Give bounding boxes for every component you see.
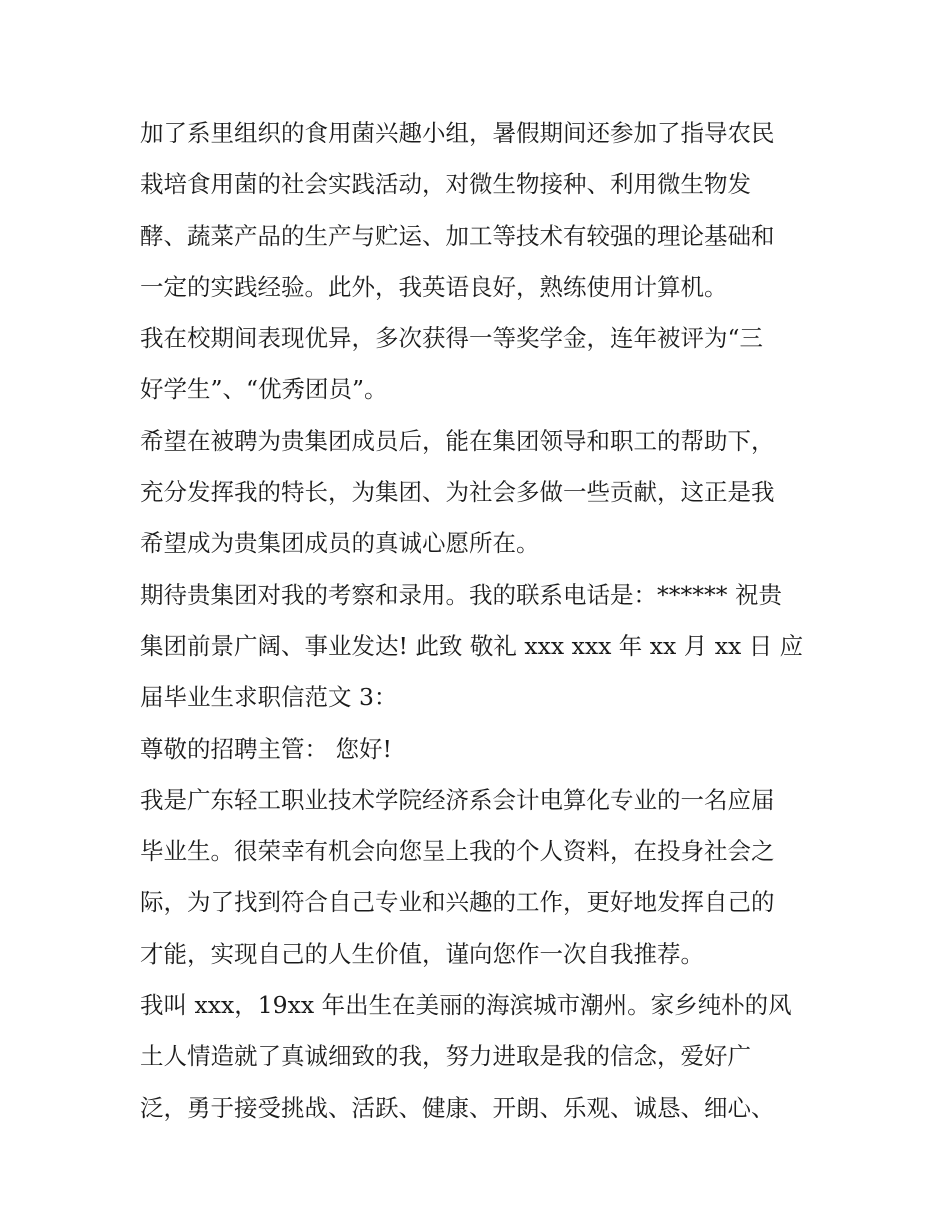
text-line: 希望成为贵集团成员的真诚心愿所在。 <box>140 529 540 558</box>
text-line: 毕业生。很荣幸有机会向您呈上我的个人资料，在投身社会之 <box>140 837 775 866</box>
text-line: 尊敬的招聘主管： 您好! <box>140 734 392 763</box>
text-line: 泛，勇于接受挑战、活跃、健康、开朗、乐观、诚恳、细心、 <box>140 1093 775 1122</box>
text-line: 才能，实现自己的人生价值，谨向您作一次自我推荐。 <box>140 939 704 968</box>
text-line: 栽培食用菌的社会实践活动，对微生物接种、利用微生物发 <box>140 170 751 199</box>
text-line: 我是广东轻工职业技术学院经济系会计电算化专业的一名应届 <box>140 785 775 814</box>
text-line: 土人情造就了真诚细致的我，努力进取是我的信念，爱好广 <box>140 1042 751 1071</box>
text-line: 集团前景广阔、事业发达! 此致 敬礼 xxx xxx 年 xx 月 xx 日 应 <box>140 631 804 660</box>
text-line: 期待贵集团对我的考察和录用。我的联系电话是：****** 祝贵 <box>140 580 782 609</box>
text-line: 希望在被聘为贵集团成员后，能在集团领导和职工的帮助下， <box>140 426 775 455</box>
document-body <box>140 108 820 1134</box>
text-line: 我叫 xxx，19xx 年出生在美丽的海滨城市潮州。家乡纯朴的风 <box>140 991 792 1020</box>
text-line: 际，为了找到符合自己专业和兴趣的工作，更好地发挥自己的 <box>140 888 775 917</box>
text-line: 好学生”、“优秀团员”。 <box>140 375 388 404</box>
text-line: 届毕业生求职信范文 3： <box>140 683 398 712</box>
text-line: 我在校期间表现优异，多次获得一等奖学金，连年被评为“三 <box>140 324 764 353</box>
text-line: 充分发挥我的特长，为集团、为社会多做一些贡献，这正是我 <box>140 478 775 507</box>
text-line: 加了系里组织的食用菌兴趣小组，暑假期间还参加了指导农民 <box>140 119 775 147</box>
text-line: 酵、蔬菜产品的生产与贮运、加工等技术有较强的理论基础和 <box>140 221 775 250</box>
text-line: 一定的实践经验。此外，我英语良好，熟练使用计算机。 <box>140 272 728 301</box>
